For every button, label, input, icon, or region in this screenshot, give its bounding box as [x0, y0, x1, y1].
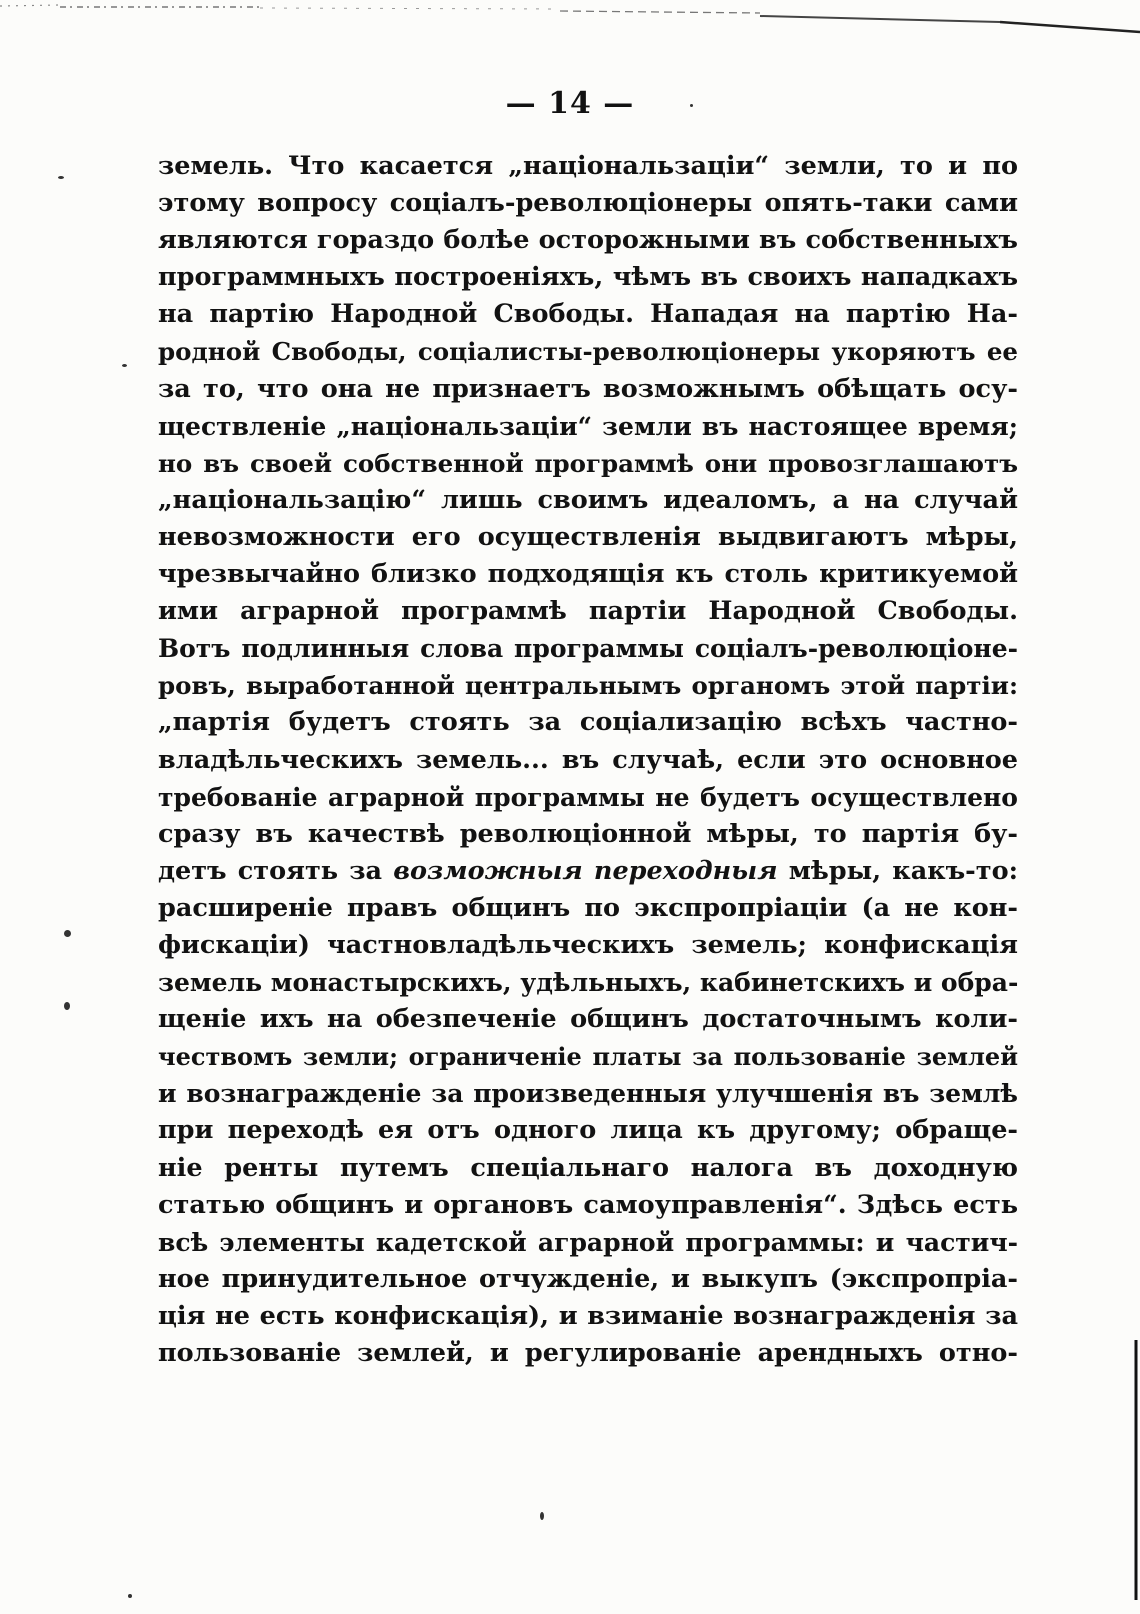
text-line: „партія будетъ стоять за соціализацію всѣхъ частно- — [158, 707, 1018, 738]
text-line: ція не есть конфискація), и взиманіе вознагражденія за — [158, 1300, 1018, 1331]
text-line: статью общинъ и органовъ самоуправленія“. Здѣсь есть — [158, 1189, 1018, 1220]
margin-speck — [58, 176, 64, 179]
text-line: но въ своей собственной программѣ они провозглашаютъ — [158, 448, 1018, 478]
text-line: на партію Народной Свободы. Нападая на партію На- — [158, 299, 1018, 330]
margin-speck — [64, 1002, 70, 1010]
text-line: сразу въ качествѣ революціонной мѣры, то партія бу- — [158, 818, 1018, 849]
text-line: требованіе аграрной программы не будетъ осуществлено — [158, 782, 1018, 812]
margin-speck — [128, 1594, 132, 1598]
margin-speck — [540, 1512, 544, 1520]
text-line: Вотъ подлинныя слова программы соціалъ-революціоне- — [158, 634, 1018, 664]
text-line-start: детъ стоять за — [158, 855, 383, 886]
top-edge-noise — [0, 0, 1140, 40]
text-line: и вознагражденіе за произведенныя улучшенія въ землѣ — [158, 1079, 1018, 1109]
text-line: фискаціи) частновладѣльческихъ земель; конфискація — [158, 929, 1018, 960]
text-line: земель монастырскихъ, удѣльныхъ, кабинетскихъ и обра- — [158, 968, 1019, 998]
text-line: этому вопросу соціалъ-революціонеры опять-таки сами — [158, 188, 1018, 219]
text-line-with-italic — [158, 853, 1018, 890]
text-line: пользованіе землей, и регулированіе арендныхъ отно- — [158, 1338, 1018, 1368]
text-line-end: мѣры, какъ-то: — [788, 855, 1018, 886]
text-line: ровъ, выработанной центральнымъ органомъ этой партіи: — [158, 671, 1018, 701]
text-line: родной Свободы, соціалисты-революціонеры укоряютъ ее — [158, 337, 1018, 367]
text-line: ими аграрной программѣ партіи Народной Свободы. — [158, 596, 1018, 627]
text-line: чрезвычайно близко подходящія къ столь критикуемой — [158, 559, 1018, 590]
text-line: программныхъ построеніяхъ, чѣмъ въ своихъ нападкахъ — [158, 262, 1018, 293]
text-line: ніе ренты путемъ спеціальнаго налога въ доходную — [158, 1152, 1018, 1183]
margin-speck — [690, 104, 693, 107]
italic-phrase: возможныя переходныя — [393, 855, 778, 886]
text-line: невозможности его осуществленія выдвигаютъ мѣры, — [158, 521, 1018, 552]
text-line: являются гораздо болѣе осторожными въ собственныхъ — [158, 225, 1018, 256]
text-line: щеніе ихъ на обезпеченіе общинъ достаточнымъ коли- — [158, 1004, 1018, 1035]
text-line: за то, что она не признаетъ возможнымъ обѣщать осу- — [158, 373, 1018, 404]
margin-speck — [64, 930, 71, 937]
margin-speck — [122, 364, 127, 367]
text-line: земель. Что касается „національзаціи“ земли, то и по — [158, 151, 1018, 181]
text-line: при переходѣ ея отъ одного лица къ другому; обраще- — [158, 1115, 1018, 1146]
text-line: ное принудительное отчужденіе, и выкупъ (экспропріа- — [158, 1263, 1018, 1294]
body-text — [158, 148, 1018, 1372]
page-number: — 14 — — [505, 86, 635, 121]
text-line: всѣ элементы кадетской аграрной программы: и частич- — [158, 1227, 1018, 1257]
text-line: „національзацію“ лишь своимъ идеаломъ, а на случай — [158, 484, 1018, 515]
text-line: расширеніе правъ общинъ по экспропріаціи (а не кон- — [158, 892, 1018, 923]
text-line: чествомъ земли; ограниченіе платы за пользованіе землей — [158, 1042, 1018, 1072]
text-line: владѣльческихъ земель... въ случаѣ, если это основное — [158, 744, 1018, 775]
text-line: ществленіе „національзаціи“ земли въ настоящее время; — [158, 411, 1018, 441]
right-edge-line — [1132, 1340, 1140, 1600]
